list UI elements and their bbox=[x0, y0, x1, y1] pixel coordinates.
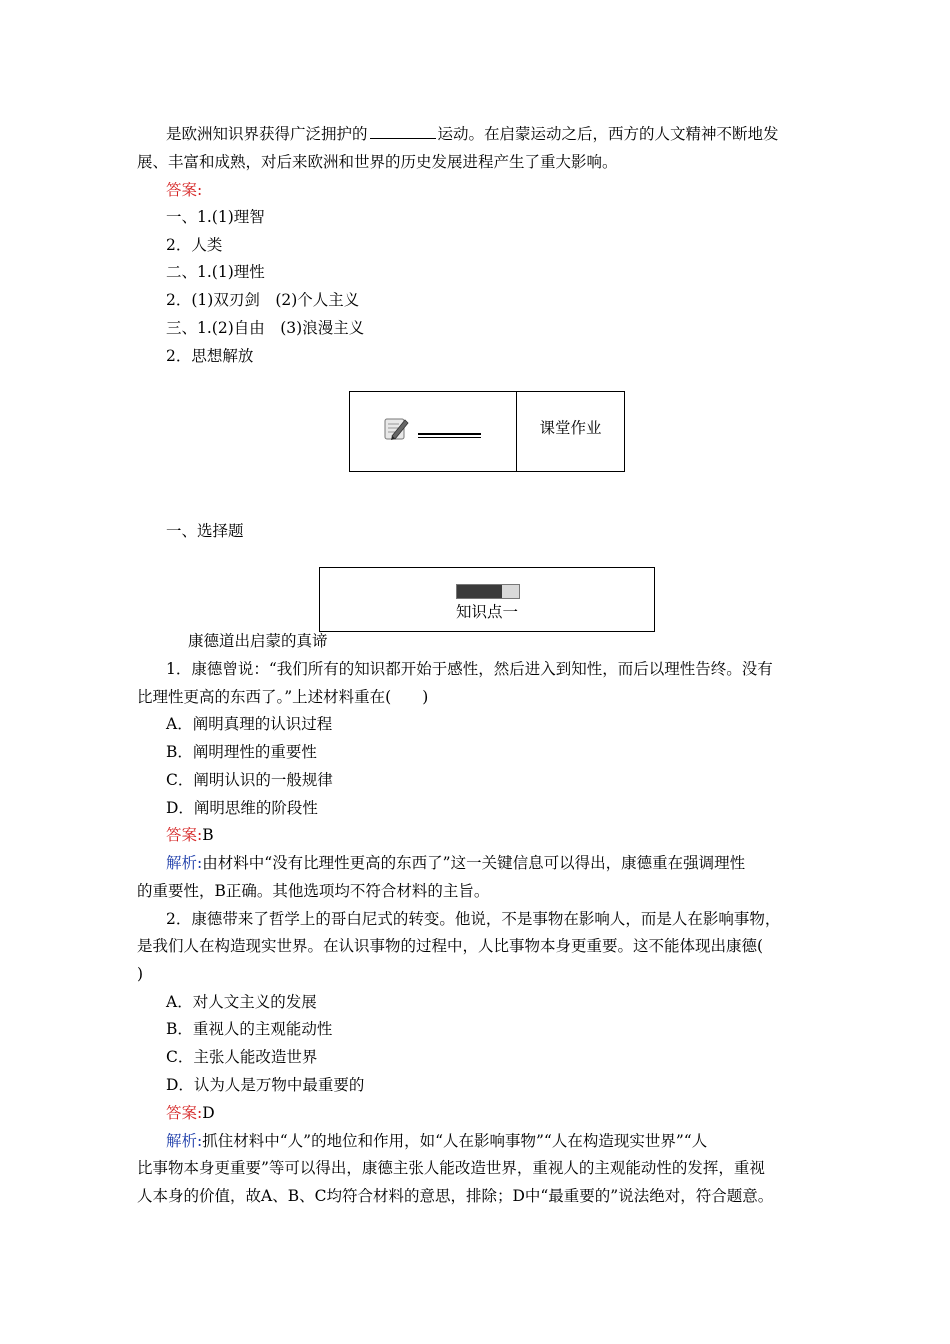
q2-analysis-1: 解析:抓住材料中“人”的地位和作用，如“人在影响事物”“人在构造现实世界”“人 bbox=[166, 1132, 708, 1150]
q2-stem-2: 是我们人在构造现实世界。在认识事物的过程中，人比事物本身更重要。这不能体现出康德( bbox=[137, 937, 764, 955]
q1-option-d[interactable]: D．阐明思维的阶段性 bbox=[166, 799, 318, 817]
answer-item: 一、1.(1)理智 bbox=[166, 208, 265, 226]
homework-banner bbox=[349, 391, 625, 472]
answer-item: 三、1.(2)自由 (3)浪漫主义 bbox=[166, 319, 365, 337]
answer-item: 2．(1)双刃剑 (2)个人主义 bbox=[166, 291, 360, 309]
q1-stem-1: 1．康德曾说：“我们所有的知识都开始于感性，然后进入到知性，而后以理性告终。没有 bbox=[166, 660, 773, 678]
fill-blank[interactable] bbox=[370, 124, 436, 139]
section-title: 一、选择题 bbox=[166, 522, 244, 540]
q2-stem-3: ) bbox=[137, 965, 144, 983]
q1-option-a[interactable]: A．阐明真理的认识过程 bbox=[166, 715, 333, 733]
knowledge-topic: 康德道出启蒙的真谛 bbox=[188, 632, 328, 650]
q1-option-c[interactable]: C．阐明认识的一般规律 bbox=[166, 771, 333, 789]
q2-answer bbox=[166, 1103, 871, 1123]
answer-label: 答案: bbox=[166, 826, 203, 844]
intro-line-2: 展、丰富和成熟，对后来欧洲和世界的历史发展进程产生了重大影响。 bbox=[137, 153, 618, 171]
q2-option-b[interactable]: B．重视人的主观能动性 bbox=[166, 1020, 333, 1038]
answer-value: D bbox=[202, 1104, 215, 1122]
knowledge-point-box bbox=[319, 567, 655, 632]
answer-value: B bbox=[202, 826, 214, 844]
progress-fill bbox=[457, 585, 502, 598]
answer-label: 答案: bbox=[166, 1104, 203, 1122]
q2-option-a[interactable]: A．对人文主义的发展 bbox=[166, 993, 317, 1011]
q1-stem-2: 比理性更高的东西了。”上述材料重在( ) bbox=[137, 688, 429, 706]
analysis-label: 解析: bbox=[166, 854, 203, 872]
q1-analysis-2: 的重要性，B正确。其他选项均不符合材料的主旨。 bbox=[137, 882, 490, 900]
q2-option-c[interactable]: C．主张人能改造世界 bbox=[166, 1048, 318, 1066]
answer-item: 二、1.(1)理性 bbox=[166, 263, 265, 281]
analysis-label: 解析: bbox=[166, 1132, 203, 1150]
intro-line-1: 是欧洲知识界获得广泛拥护的 运动。在启蒙运动之后，西方的人文精神不断地发 bbox=[166, 125, 779, 143]
decor-line bbox=[418, 433, 481, 435]
answer-item: 2．人类 bbox=[166, 236, 223, 254]
decor-line bbox=[418, 437, 481, 438]
homework-title: 课堂作业 bbox=[539, 419, 602, 437]
q2-analysis-2: 比事物本身更重要”等可以得出，康德主张人能改造世界，重视人的主观能动性的发挥，重视 bbox=[137, 1159, 765, 1177]
q1-option-b[interactable]: B．阐明理性的重要性 bbox=[166, 743, 317, 761]
answers-label: 答案: bbox=[166, 181, 203, 199]
q1-analysis-1: 解析:由材料中“没有比理性更高的东西了”这一关键信息可以得出，康德重在强调理性 bbox=[166, 854, 746, 872]
answer-item: 2．思想解放 bbox=[166, 347, 254, 365]
q2-option-d[interactable]: D．认为人是万物中最重要的 bbox=[166, 1076, 365, 1094]
pencil-paper-icon bbox=[382, 414, 410, 442]
q2-analysis-3: 人本身的价值，故A、B、C均符合材料的意思，排除；D中“最重要的”说法绝对，符合题意。 bbox=[137, 1187, 774, 1205]
knowledge-point-label: 知识点一 bbox=[455, 603, 518, 621]
q2-stem-1: 2．康德带来了哲学上的哥白尼式的转变。他说，不是事物在影响人，而是人在影响事物， bbox=[166, 910, 781, 928]
q1-answer bbox=[166, 825, 871, 845]
progress-bar bbox=[456, 584, 520, 599]
